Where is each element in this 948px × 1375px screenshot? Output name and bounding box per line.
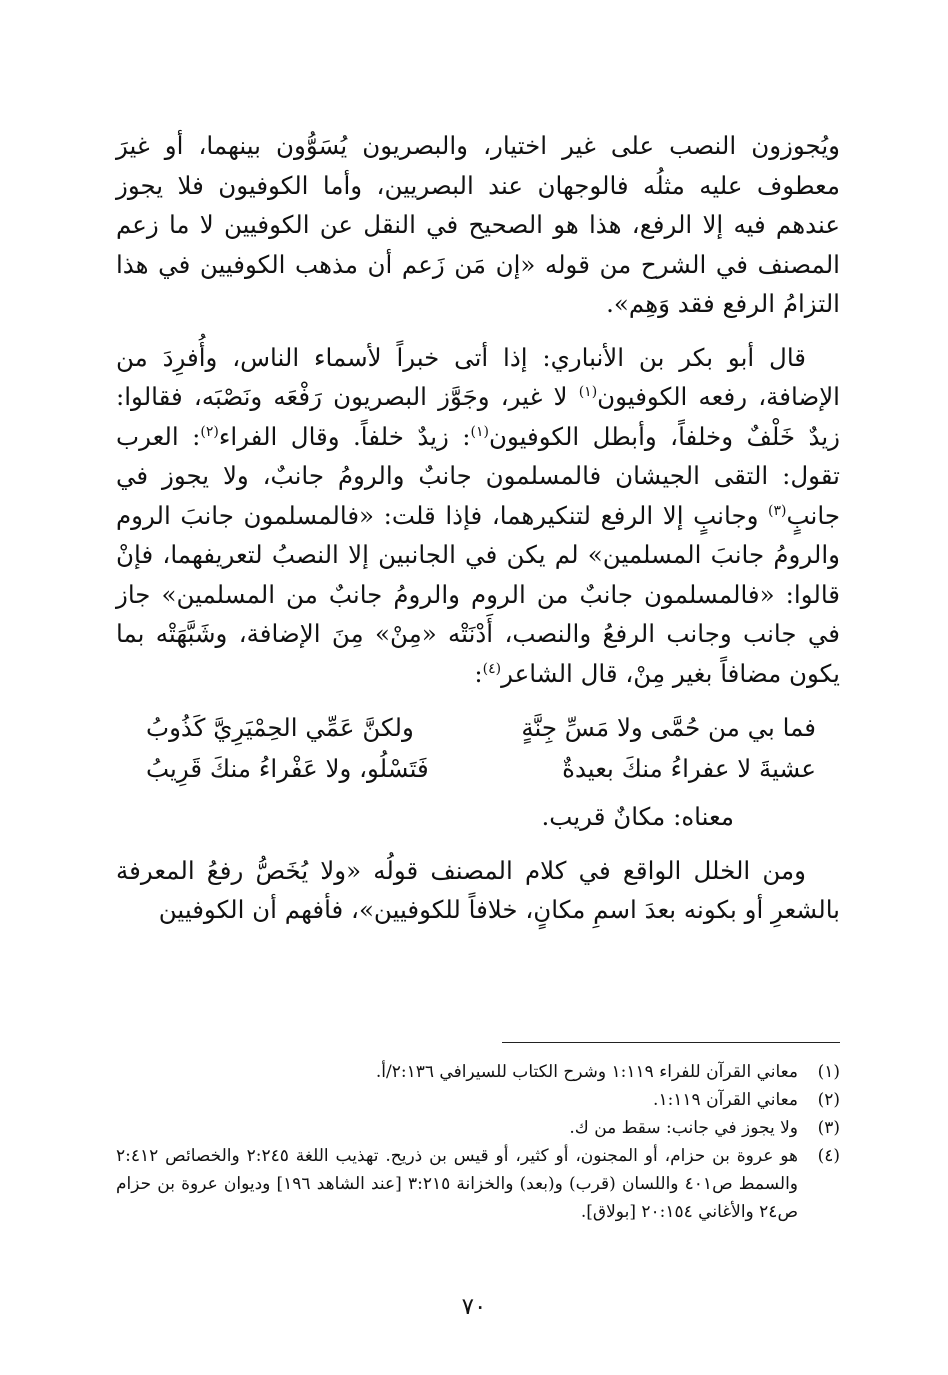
footnote-item — [116, 1086, 840, 1114]
footnote-ref[interactable]: (٣) — [768, 502, 787, 519]
paragraph-2-text: : العرب تقول: التقى الجيشان فالمسلمون جانبٌ والرومُ جانبٌ، ولا يجوز في جانبٍ — [116, 421, 840, 530]
paragraph-2-text: : زيدٌ خلفاً. وقال الفراء — [218, 421, 471, 451]
footnote-text: ولا يجوز في جانب: سقط من ك. — [569, 1118, 798, 1138]
hemistich-second: فَتَسْلُو، ولا عَفْراءُ منكَ قَرِيبُ — [146, 754, 429, 783]
page-number: ٧٠ — [461, 1294, 487, 1320]
footnote-separator — [502, 1042, 840, 1043]
footnote-number: (٣) — [817, 1118, 840, 1138]
footnote-item — [116, 1142, 840, 1226]
hemistich-first: فما بي من حُمَّى ولا مَسِّ جِنَّةٍ — [521, 713, 816, 742]
paragraph-2-text: لا غير، وجَوَّز البصريون رَفْعَه ونَصْبَه، فقالوا: زيدٌ خَلْفٌ وخلفاً، وأبطل الكوفيون — [116, 382, 841, 451]
paragraph-2-text: : — [474, 658, 483, 688]
verse-line — [116, 707, 840, 748]
verse-line — [116, 748, 840, 789]
footnote-number: (٢) — [817, 1090, 840, 1110]
footnote-ref[interactable]: (١) — [578, 383, 598, 400]
paragraph-2-text: قال أبو بكر بن الأنباري: إذا أتى خبراً لأسماء الناس، وأُفرِدَ من الإضافة، رفعه الكوفيون — [116, 342, 840, 411]
paragraph-2 — [116, 338, 840, 694]
hemistich-first: عشيةَ لا عفراءُ منكَ بعيدةٌ — [562, 754, 816, 783]
footnote-number: (٤) — [817, 1146, 840, 1166]
footnote-item — [116, 1114, 840, 1142]
verse-meaning: معناه: مكانٌ قريب. — [541, 802, 734, 831]
footnote-ref[interactable]: (١) — [470, 423, 489, 440]
footnotes — [116, 1058, 840, 1226]
paragraph-2-text: وجانبٍ إلا الرفع لتنكيرهما، فإذا قلت: «فالمسلمون جانبَ الروم والرومُ جانبَ المسلمين» لم يكن في الجانبين إلا النصبُ لتعريفهما، فإنْ قالوا: «فالمسلمون جانبٌ من الروم والرومُ جانبٌ من المسلمين» جاز في جانب وجانب الرفعُ والنصب، أَدْنَتْه «مِنْ» مِنَ الإضافة، وشَبَّهَتْه بما يكون مضافاً بغير مِنْ، قال الشاعر — [116, 500, 840, 688]
paragraph-3: ومن الخلل الواقع في كلام المصنف قولُه «ولا يُخَصُّ رفعُ المعرفة بالشعرِ أو بكونه بعدَ اسمِ مكانٍ، خلافاً للكوفيين»، فأفهم أن الكوفيين — [116, 855, 840, 924]
footnote-ref[interactable]: (٢) — [200, 423, 219, 440]
hemistich-second: ولكنَّ عَمِّي الحِمْيَرِيَّ كَذُوبُ — [146, 713, 414, 742]
footnote-text: هو عروة بن حزام، أو المجنون، أو كثير، أو قيس بن ذريح. تهذيب اللغة ٢:٢٤٥ والخصائص ٢:٤١٢ والسمط ص٤٠١ واللسان (قرب) و(بعد) والخزانة ٣:٢١٥ [عند الشاهد ١٩٦] وديوان عروة بن حزام ص٢٤ والأغاني ٢٠:١٥٤ [بولاق]. — [116, 1146, 799, 1222]
footnote-text: معاني القرآن ١:١١٩. — [653, 1090, 798, 1110]
paragraph-1: ويُجوزون النصب على غير اختيار، والبصريون يُسَوُّون بينهما، أو غيرَ معطوف عليه مثلُه فالوجهان عند البصريين، وأما الكوفيون فلا يجوز عندهم فيه إلا الرفع، هذا هو الصحيح في النقل عن الكوفيين لا ما زعم المصنف في الشرح من قوله «إن مَن زَعم أن مذهب الكوفيين في هذا التزامُ الرفع فقد وَهِم». — [116, 131, 840, 318]
main-text — [116, 126, 840, 930]
footnote-text: معاني القرآن للفراء ١:١١٩ وشرح الكتاب للسيرافي ٢:١٣٦/أ. — [375, 1062, 798, 1082]
footnote-item — [116, 1058, 840, 1086]
poetry-verse — [116, 707, 840, 789]
footnote-ref[interactable]: (٤) — [482, 660, 502, 677]
footnote-number: (١) — [817, 1062, 840, 1082]
